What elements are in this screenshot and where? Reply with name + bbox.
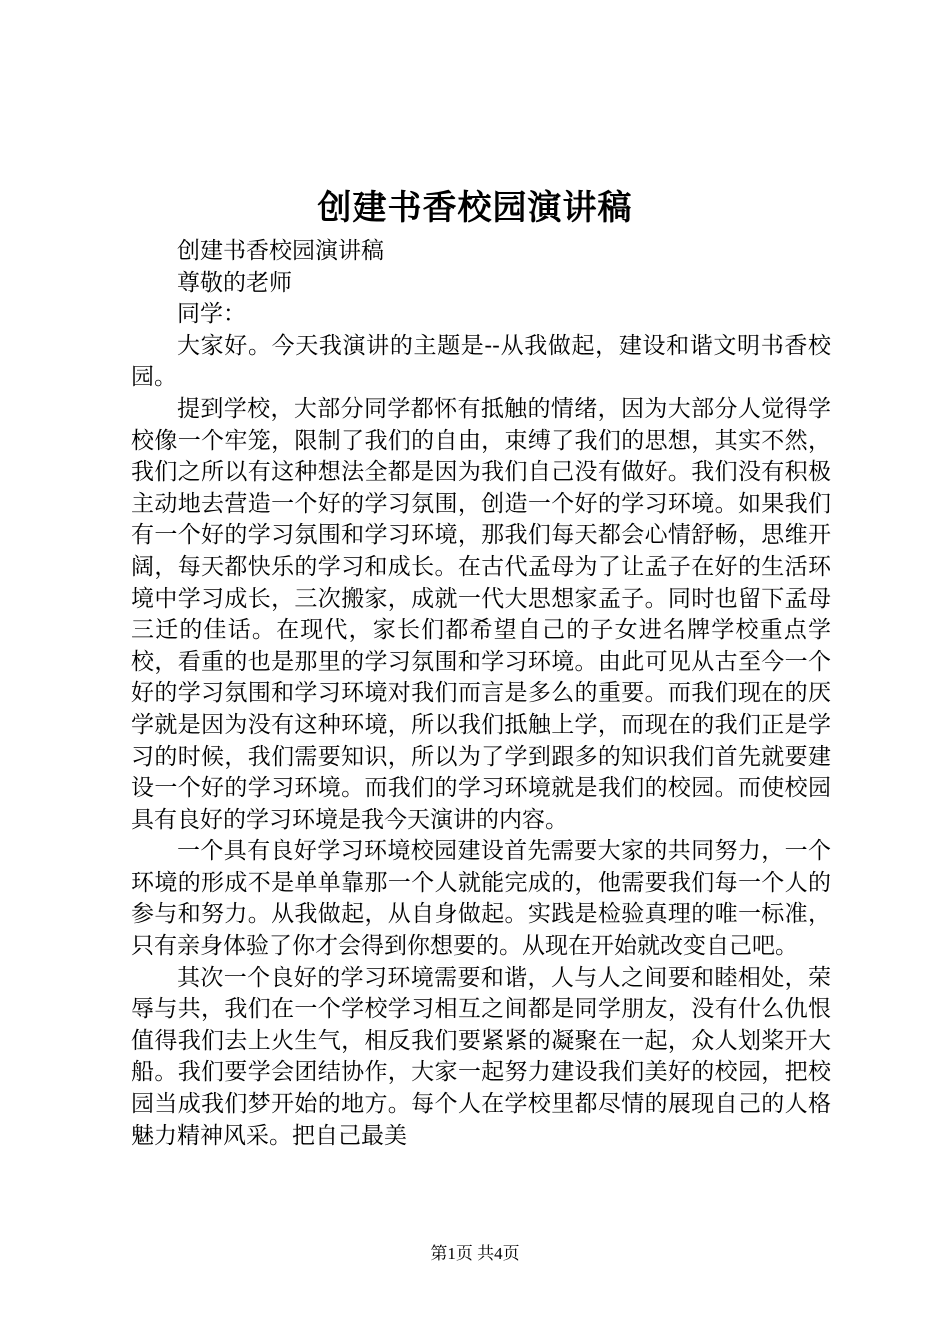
- paragraph-salutation: 尊敬的老师: [177, 269, 292, 296]
- paragraph-body-1: 提到学校，大部分同学都怀有抵触的情绪，因为大部分人觉得学校像一个牢笼，限制了我们的自由，束缚了我们的思想，其实不然，我们之所以有这种想法全都是因为我们自己没有做好。我们没有积极主动地去营造一个好的学习氛围，创造一个好的学习环境。如果我们有一个好的学习氛围和学习环境，那我们每天都会心情舒畅，思维开阔，每天都快乐的学习和成长。在古代孟母为了让孟子在好的生活环境中学习成长，三次搬家，成就一代大思想家孟子。同时也留下孟母三迁的佳话。在现代，家长们都希望自己的子女进名牌学校重点学校，看重的也是那里的学习氛围和学习环境。由此可见从古至今一个好的学习氛围和学习环境对我们而言是多么的重要。而我们现在的厌学就是因为没有这种环境，所以我们抵触上学，而现在的我们正是学习的时候，我们需要知识，所以为了学到跟多的知识我们首先就要建设一个好的学习环境。而我们的学习环境就是我们的校园。而使校园具有良好的学习环境是我今天演讲的内容。: [131, 395, 831, 833]
- paragraph-salutation-2: 同学：: [177, 301, 246, 328]
- paragraph-intro: 大家好。今天我演讲的主题是--从我做起，建设和谐文明书香校园。: [131, 332, 831, 391]
- paragraph-body-3: 其次一个良好的学习环境需要和谐，人与人之间要和睦相处，荣辱与共，我们在一个学校学习相互之间都是同学朋友，没有什么仇恨值得我们去上火生气，相反我们要紧紧的凝聚在一起，众人划桨开大船。我们要学会团结协作，大家一起努力建设我们美好的校园，把校园当成我们梦开始的地方。每个人在学校里都尽情的展现自己的人格魅力精神风采。把自己最美: [131, 964, 831, 1149]
- paragraph-subtitle: 创建书香校园演讲稿: [177, 238, 384, 264]
- document-title: 创建书香校园演讲稿: [317, 188, 633, 228]
- paragraph-body-2: 一个具有良好学习环境校园建设首先需要大家的共同努力，一个环境的形成不是单单靠那一个人就能完成的，他需要我们每一个人的参与和努力。从我做起，从自身做起。实践是检验真理的唯一标准，只有亲身体验了你才会得到你想要的。从现在开始就改变自己吧。: [131, 838, 831, 960]
- page-number: 第1页 共4页: [430, 1244, 520, 1263]
- document-body: [131, 236, 831, 1152]
